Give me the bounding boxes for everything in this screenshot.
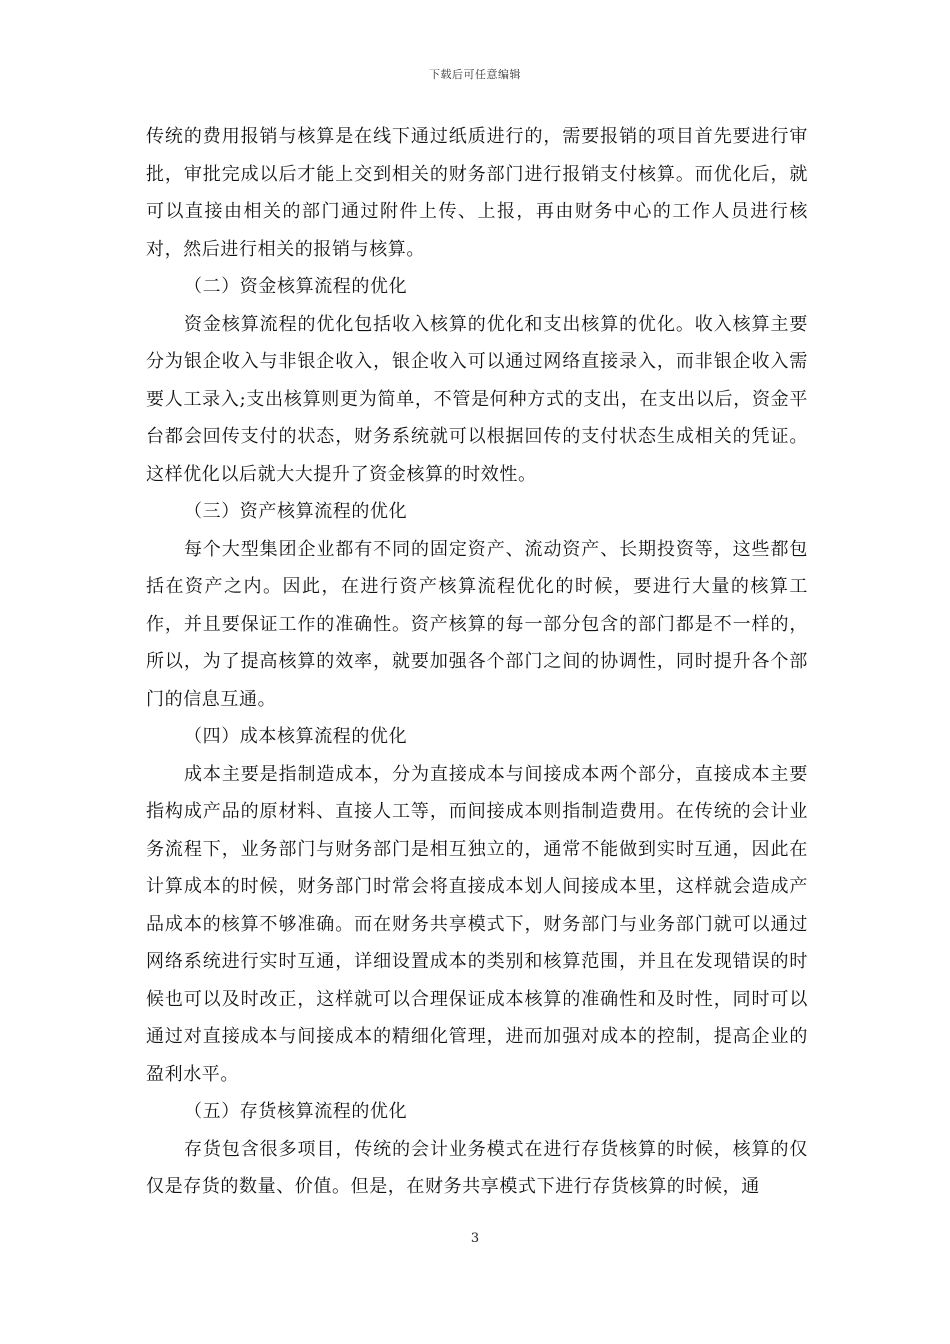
paragraph-capital-accounting: 资金核算流程的优化包括收入核算的优化和支出核算的优化。收入核算主要分为银企收入与非银企收入，银企收入可以通过网络直接录入，而非银企收入需要人工录入;支出核算则更为简单，不管是何种方式的支出，在支出以后，资金平台都会回传支付的状态，财务系统就可以根据回传的支付状态生成相关的凭证。这样优化以后就大大提升了资金核算的时效性。 [146, 313, 808, 485]
page-number: 3 [470, 1231, 480, 1246]
paragraph-inventory-accounting: 存货包含很多项目，传统的会计业务模式在进行存货核算的时候，核算的仅仅是存货的数量、价值。但是，在财务共享模式下进行存货核算的时候，通 [146, 1138, 808, 1197]
section-heading-inventory-accounting: （五）存货核算流程的优化 [184, 1101, 408, 1122]
page-header: 下载后可任意编辑 [429, 68, 521, 81]
paragraph-asset-accounting: 每个大型集团企业都有不同的固定资产、流动资产、长期投资等，这些都包括在资产之内。因此，在进行资产核算流程优化的时候，要进行大量的核算工作，并且要保证工作的准确性。资产核算的每一部分包含的部门都是不一样的，所以，为了提高核算的效率，就要加强各个部门之间的协调性，同时提升各个部门的信息互通。 [146, 538, 808, 710]
section-heading-capital-accounting: （二）资金核算流程的优化 [184, 276, 408, 297]
paragraph-expense-reimbursement: 传统的费用报销与核算是在线下通过纸质进行的，需要报销的项目首先要进行审批，审批完成以后才能上交到相关的财务部门进行报销支付核算。而优化后，就可以直接由相关的部门通过附件上传、上报，再由财务中心的工作人员进行核对，然后进行相关的报销与核算。 [146, 126, 808, 260]
section-heading-cost-accounting: （四）成本核算流程的优化 [184, 726, 408, 747]
section-heading-asset-accounting: （三）资产核算流程的优化 [184, 501, 408, 522]
document-body [146, 118, 808, 1206]
paragraph-cost-accounting: 成本主要是指制造成本，分为直接成本与间接成本两个部分，直接成本主要指构成产品的原材料、直接人工等，而间接成本则指制造费用。在传统的会计业务流程下，业务部门与财务部门是相互独立的，通常不能做到实时互通，因此在计算成本的时候，财务部门时常会将直接成本划人间接成本里，这样就会造成产品成本的核算不够准确。而在财务共享模式下，财务部门与业务部门就可以通过网络系统进行实时互通，详细设置成本的类别和核算范围，并且在发现错误的时候也可以及时改正，这样就可以合理保证成本核算的准确性和及时性，同时可以通过对直接成本与间接成本的精细化管理，进而加强对成本的控制，提高企业的盈利水平。 [146, 763, 808, 1085]
